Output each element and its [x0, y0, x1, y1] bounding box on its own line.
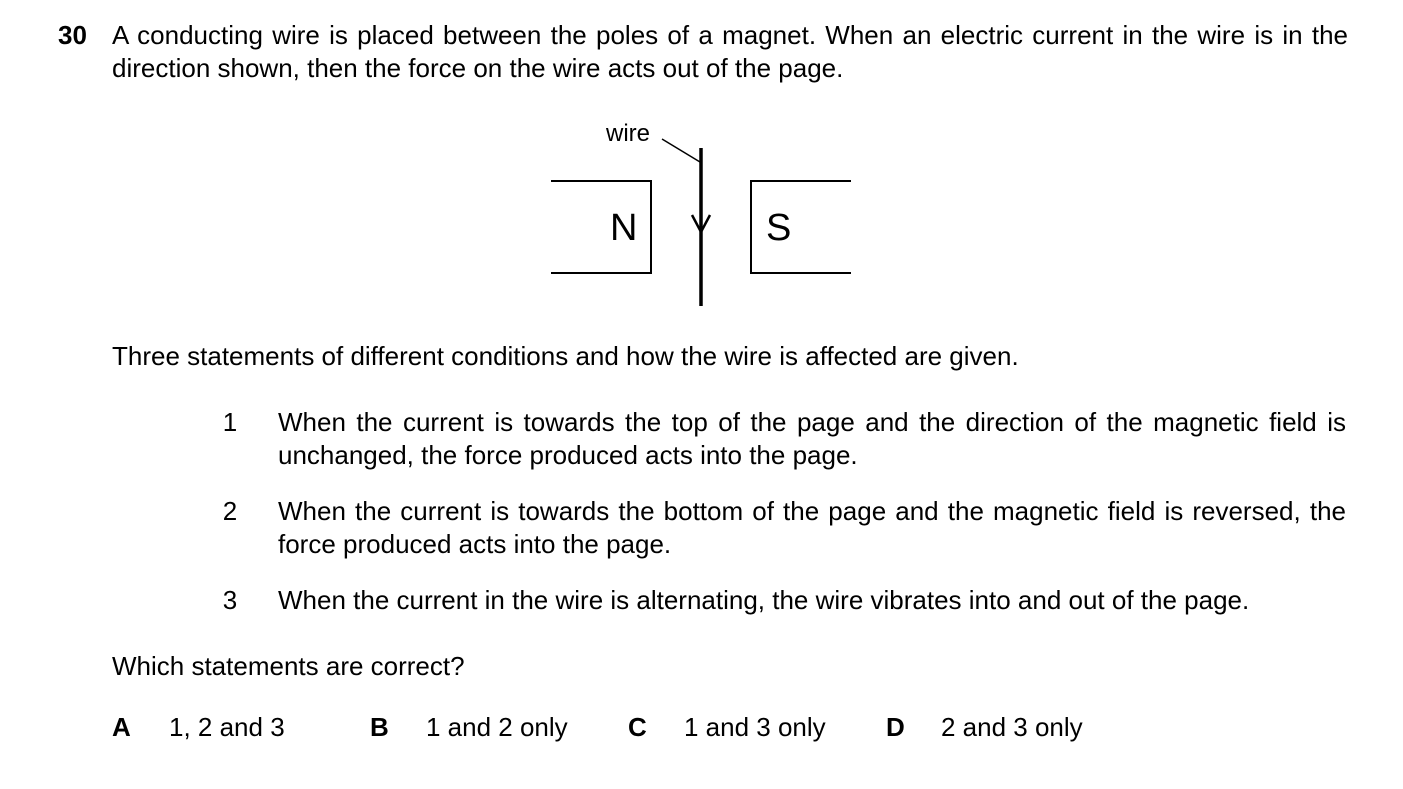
- wire-label-leader: [662, 139, 700, 162]
- north-pole-label: N: [610, 207, 638, 249]
- question-stem: A conducting wire is placed between the poles of a magnet. When an electric current in the wire is in the direction shown, then the force on the wire acts out of the page.: [112, 20, 1348, 83]
- south-pole-label: S: [766, 207, 792, 249]
- statement-number: 2: [222, 496, 238, 526]
- option-letter: D: [886, 712, 905, 742]
- question-number: 30: [58, 20, 87, 50]
- statement-text: When the current is towards the bottom of the page and the magnetic field is reversed, the force produced acts into the page.: [278, 496, 1346, 559]
- question-prompt: Which statements are correct?: [112, 651, 465, 681]
- option-letter: A: [112, 712, 131, 742]
- option-letter: C: [628, 712, 647, 742]
- magnet-wire-diagram: [540, 112, 870, 317]
- wire-label: wire: [606, 120, 651, 147]
- statements-intro: Three statements of different conditions and how the wire is affected are given.: [112, 341, 1019, 371]
- option-text: 1 and 3 only: [684, 712, 826, 742]
- option-text: 2 and 3 only: [941, 712, 1083, 742]
- option-text: 1 and 2 only: [426, 712, 568, 742]
- statement-text: When the current is towards the top of the page and the direction of the magnetic field is unchanged, the force produced acts into the page.: [278, 407, 1346, 470]
- statement-number: 1: [222, 407, 238, 437]
- option-text: 1, 2 and 3: [169, 712, 285, 742]
- option-letter: B: [370, 712, 389, 742]
- statement-text: When the current in the wire is alternating, the wire vibrates into and out of the page.: [278, 585, 1250, 615]
- statement-number: 3: [222, 585, 238, 615]
